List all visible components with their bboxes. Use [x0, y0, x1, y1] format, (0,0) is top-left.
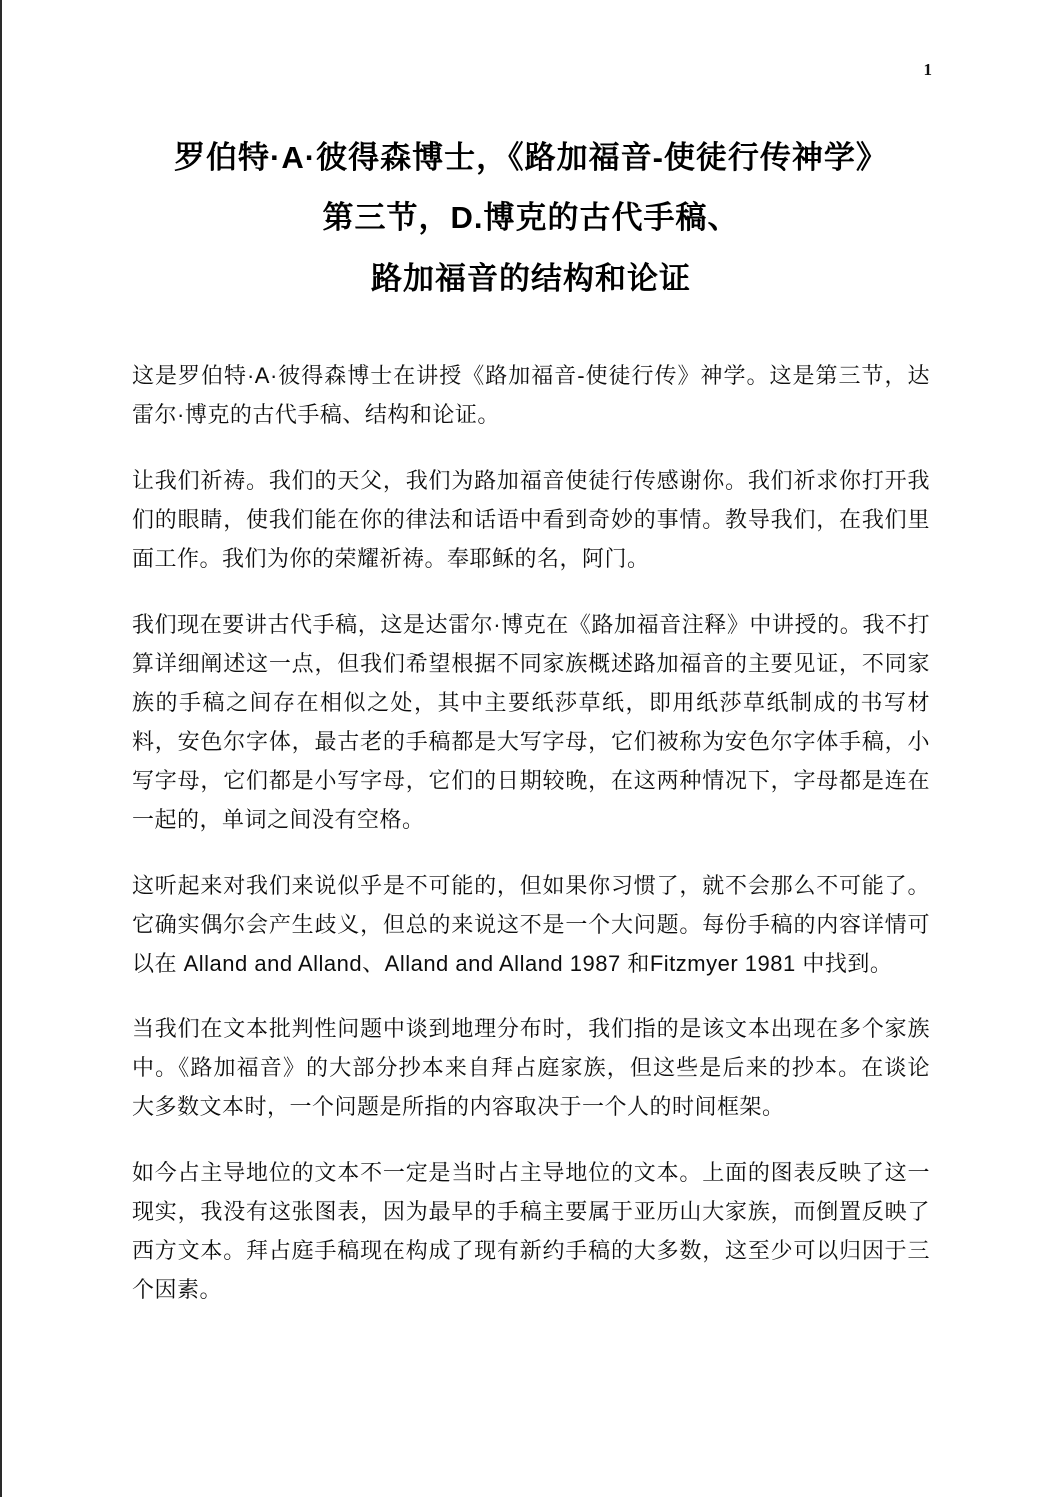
paragraph-distribution: 当我们在文本批判性问题中谈到地理分布时，我们指的是该文本出现在多个家族中。《路加福音》的大部分抄本来自拜占庭家族，但这些是后来的抄本。在谈论大多数文本时，一个问题是所指的内容取决于一个人的时间框架。: [132, 1016, 930, 1120]
paragraph-ambiguity: 这听起来对我们来说似乎是不可能的，但如果你习惯了，就不会那么不可能了。它确实偶尔会产生歧义，但总的来说这不是一个大问题。每份手稿的内容详情可以在 Alland and Alland、Alland and Alland 1987 和Fitzmyer 1981 中找到。: [132, 872, 930, 976]
title-line-1: 罗伯特·A·彼得森博士，《路加福音-使徒行传神学》: [174, 140, 888, 175]
paragraph-manuscripts: 我们现在要讲古代手稿，这是达雷尔·博克在《路加福音注释》中讲授的。我不打算详细阐述这一点，但我们希望根据不同家族概述路加福音的主要见证，不同家族的手稿之间存在相似之处，其中主要纸莎草纸，即用纸莎草纸制成的书写材料，安色尔字体，最古老的手稿都是大写字母，它们被称为安色尔字体手稿，小写字母，它们都是小写字母，它们的日期较晚，在这两种情况下，字母都是连在一起的，单词之间没有空格。: [132, 612, 930, 832]
paragraph-intro: 这是罗伯特·A·彼得森博士在讲授《路加福音-使徒行传》神学。这是第三节，达雷尔·博克的古代手稿、结构和论证。: [132, 363, 930, 428]
title-line-3: 路加福音的结构和论证: [371, 260, 691, 296]
page-number: 1: [923, 60, 932, 79]
paragraph-dominant-text: 如今占主导地位的文本不一定是当时占主导地位的文本。上面的图表反映了这一现实，我没有这张图表，因为最早的手稿主要属于亚历山大家族，而倒置反映了西方文本。拜占庭手稿现在构成了现有新约手稿的大多数，这至少可以归因于三个因素。: [132, 1160, 930, 1303]
document-content: [2, 0, 1058, 1310]
document-title: [132, 128, 930, 309]
title-line-2: 第三节，D.博克的古代手稿、: [322, 200, 740, 236]
paragraph-prayer: 让我们祈祷。我们的天父，我们为路加福音使徒行传感谢你。我们祈求你打开我们的眼睛，使我们能在你的律法和话语中看到奇妙的事情。教导我们，在我们里面工作。我们为你的荣耀祈祷。奉耶稣的名，阿门。: [132, 468, 930, 572]
